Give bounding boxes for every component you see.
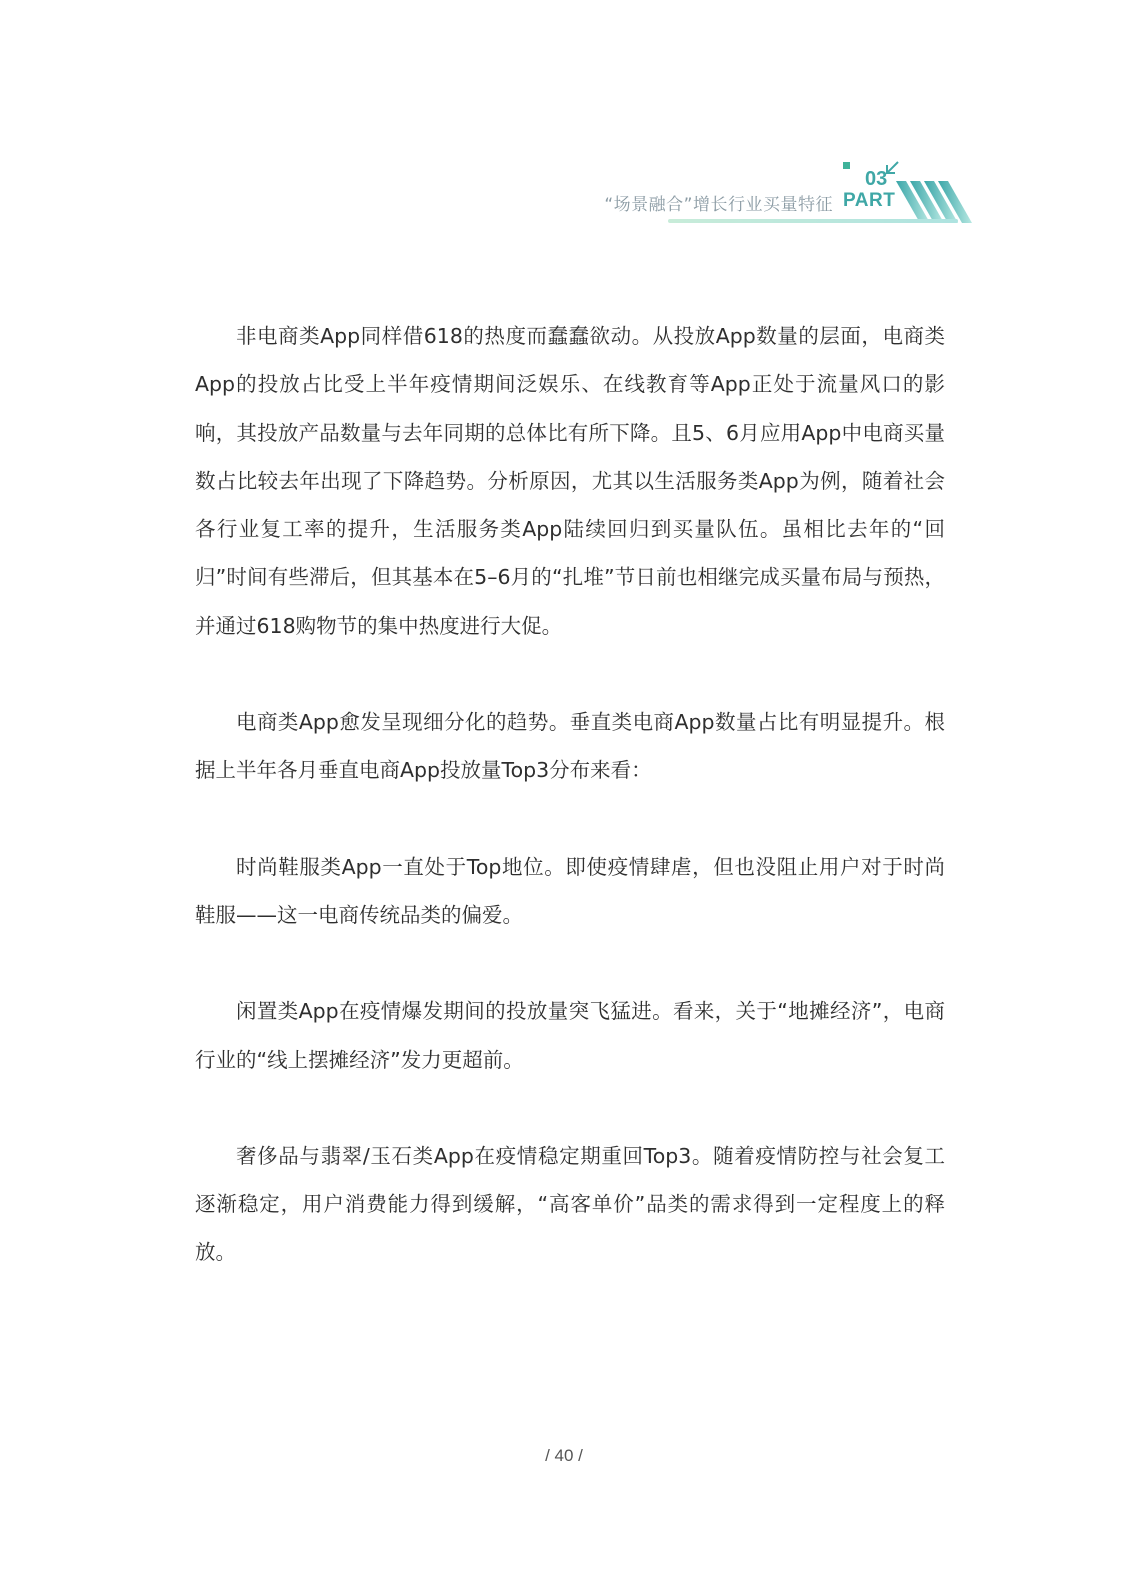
part-number: 03: [865, 168, 888, 190]
paragraph-non-ecommerce: 非电商类App同样借618的热度而蠢蠢欲动。从投放App数量的层面，电商类App的投放占比受上半年疫情期间泛娱乐、在线教育等App正处于流量风口的影响，其投放产品数量与去年同期的总体比有所下降。且5、6月应用App中电商买量数占比较去年出现了下降趋势。分析原因，尤其以生活服务类App为例，随着社会各行业复工率的提升，生活服务类App陆续回归到买量队伍。虽相比去年的“回归”时间有些滞后，但其基本在5–6月的“扎堆”节日前也相继完成买量布局与预热，并通过618购物节的集中热度进行大促。: [195, 324, 945, 638]
paragraph-luxury: 奢侈品与翡翠/玉石类App在疫情稳定期重回Top3。随着疫情防控与社会复工逐渐稳定，用户消费能力得到缓解，“高客单价”品类的需求得到一定程度上的释放。: [195, 1143, 945, 1265]
header-underline: [668, 219, 958, 223]
accent-square-icon: [843, 162, 850, 169]
part-label: PART: [843, 190, 896, 211]
section-title: “场景融合”增长行业买量特征: [604, 195, 833, 215]
page-header: [0, 0, 1128, 240]
paragraph-fashion: 时尚鞋服类App一直处于Top地位。即使疫情肆虐，但也没阻止用户对于时尚鞋服——这一电商传统品类的偏爱。: [195, 854, 945, 927]
page-number: / 40 /: [545, 1446, 583, 1465]
paragraph-vertical-ecommerce: 电商类App愈发呈现细分化的趋势。垂直类电商App数量占比有明显提升。根据上半年各月垂直电商App投放量Top3分布来看：: [195, 710, 945, 783]
paragraph-second-hand: 闲置类App在疫情爆发期间的投放量突飞猛进。看来，关于“地摊经济”，电商行业的“线上摆摊经济”发力更超前。: [195, 999, 945, 1072]
article-body: [195, 312, 945, 1277]
